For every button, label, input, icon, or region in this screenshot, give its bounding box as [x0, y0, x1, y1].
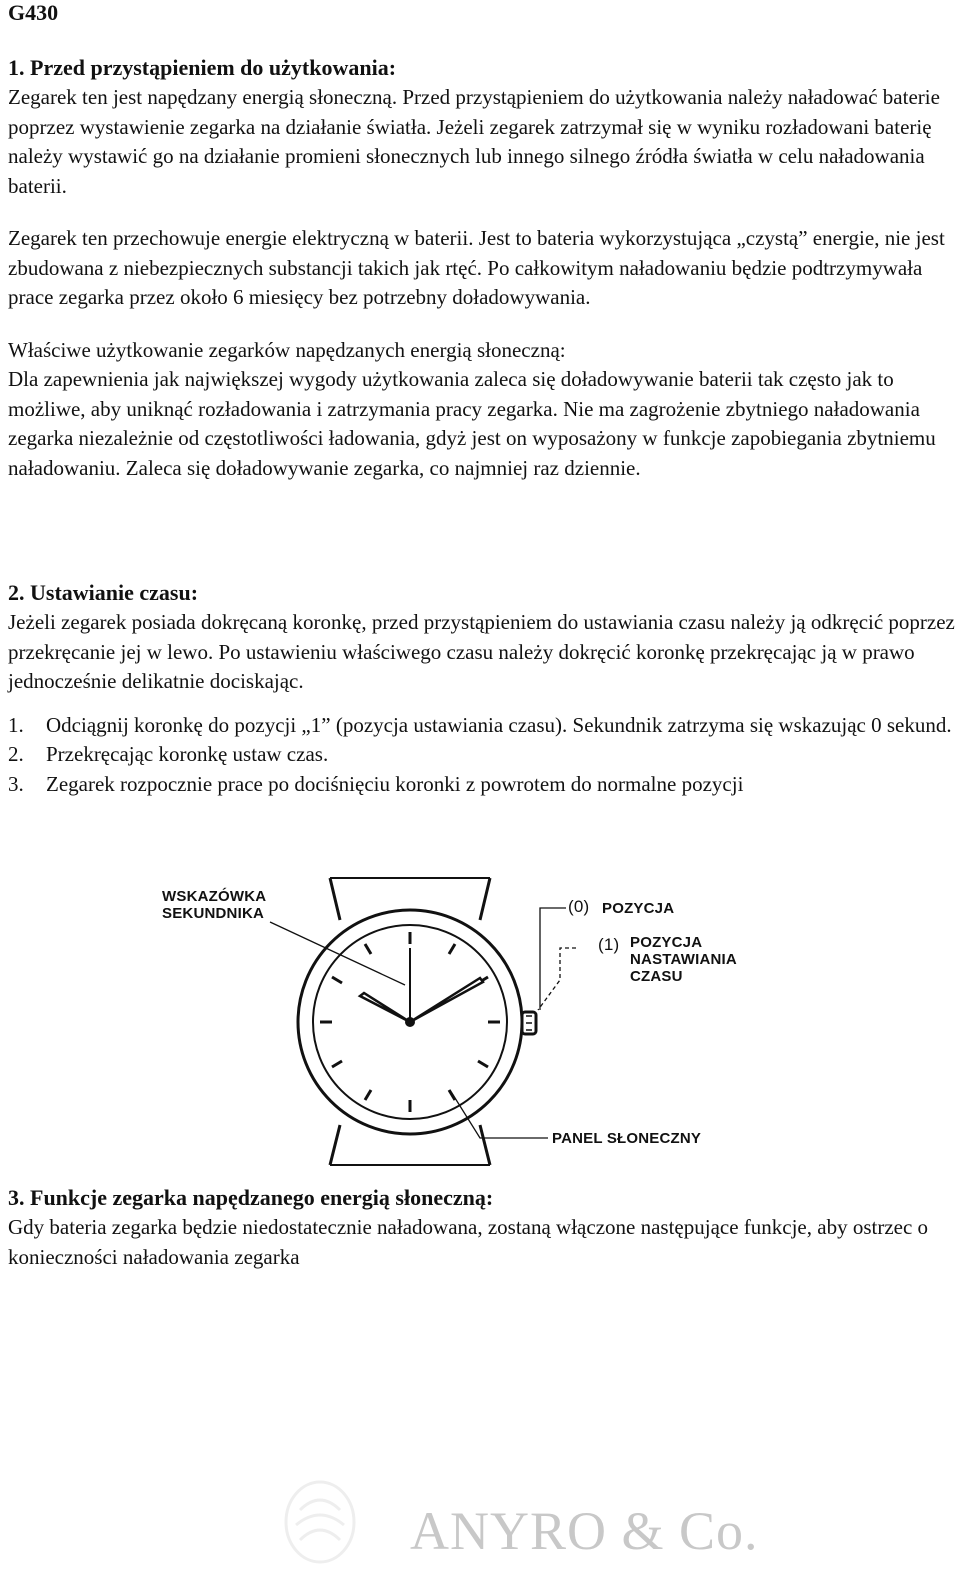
step-number: 3.: [8, 771, 24, 796]
label-position-1-line3: CZASU: [630, 968, 683, 985]
watch-hands: [360, 948, 483, 1027]
step-text: Zegarek rozpocznie prace po dociśnięciu koronki z powrotem do normalne pozycji: [46, 771, 744, 796]
paragraph-battery-info: Zegarek ten przechowuje energie elektryczną w baterii. Jest to bateria wykorzystująca „czystą” energie, nie jest zbudowana z niebezpiecznych substancji takich jak rtęć. Po całkowitym naładowaniu będzie podtrzymywała prace zegarka przez około 6 miesięcy bez potrzebny doładowywania.: [8, 226, 945, 309]
step-text: Przekręcając koronkę ustaw czas.: [46, 742, 329, 766]
list-item: [8, 740, 956, 770]
section-time-setting: [8, 578, 956, 799]
paragraph-proper-use-title: Właściwe użytkowanie zegarków napędzanych energią słoneczną:: [8, 337, 566, 362]
step-text: Odciągnij koronkę do pozycji „1” (pozycja ustawiania czasu). Sekundnik zatrzyma się wskazując 0 sekund.: [46, 712, 952, 737]
paragraph-solar-intro: Zegarek ten jest napędzany energią słoneczną. Przed przystąpieniem do użytkowania należy naładować baterie poprzez wystawienie zegarka na działanie światła. Jeżeli zegarek zatrzymał się w wyniku rozładowani baterię należy wystawić go na działanie promieni słonecznych lub innego silnego źródła światła w celu naładowania baterii.: [8, 85, 940, 198]
steps-list: [8, 711, 956, 800]
hour-hand: [360, 993, 410, 1022]
section-before-use: [8, 53, 956, 483]
paragraph-crown-info: Jeżeli zegarek posiada dokręcaną koronkę, przed przystąpieniem do ustawiania czasu należy ją odkręcić poprzez przekręcanie jej w lewo. Po ustawieniu właściwego czasu należy dokręcić koronkę przekręcając ją w prawo jednocześnie delikatnie dociskając.: [8, 610, 955, 693]
label-second-hand-line2: SEKUNDNIKA: [162, 905, 265, 922]
list-item: [8, 770, 956, 800]
paragraph-proper-use: Dla zapewnienia jak największej wygody użytkowania zaleca się doładowywanie baterii tak często jak to możliwe, aby uniknąć rozładowania i zatrzymania pracy zegarka. Nie ma zagrożenie zbytniego naładowania zegarka niezależnie od częstotliwości ładowania, gdyż jest on wyposażony w funkcje zapobiegania zbytniemu naładowaniu. Zaleca się doładowywanie zegarka, co najmniej raz dziennie.: [8, 367, 936, 480]
watch-body: [298, 878, 536, 1165]
section-heading-time-setting: 2. Ustawianie czasu:: [8, 580, 199, 605]
watch-diagram: [150, 870, 770, 1180]
label-position-1-number: (1): [598, 935, 620, 954]
label-position-1-line1: POZYCJA: [630, 934, 703, 951]
label-position-0: POZYCJA: [602, 900, 675, 917]
label-solar-panel: PANEL SŁONECZNY: [552, 1130, 702, 1147]
step-number: 1.: [8, 712, 24, 737]
section-solar-functions: [8, 1183, 956, 1272]
section-heading-before-use: 1. Przed przystąpieniem do użytkowania:: [8, 55, 397, 80]
label-second-hand-line1: WSKAZÓWKA: [162, 888, 267, 905]
list-item: [8, 711, 956, 741]
label-position-0-number: (0): [568, 897, 590, 916]
document-code: G430: [8, 0, 59, 25]
minute-hand: [410, 978, 483, 1022]
section-heading-solar-functions: 3. Funkcje zegarka napędzanego energią słoneczną:: [8, 1185, 494, 1210]
label-position-1-line2: NASTAWIANIA: [630, 951, 737, 968]
center-pin: [405, 1017, 415, 1027]
step-number: 2.: [8, 742, 24, 766]
watermark-text: ANYRO & Co.: [410, 1501, 759, 1561]
paragraph-solar-functions: Gdy bateria zegarka będzie niedostatecznie naładowana, zostaną włączone następujące funkcje, aby ostrzec o konieczności naładowania zegarka: [8, 1215, 929, 1269]
